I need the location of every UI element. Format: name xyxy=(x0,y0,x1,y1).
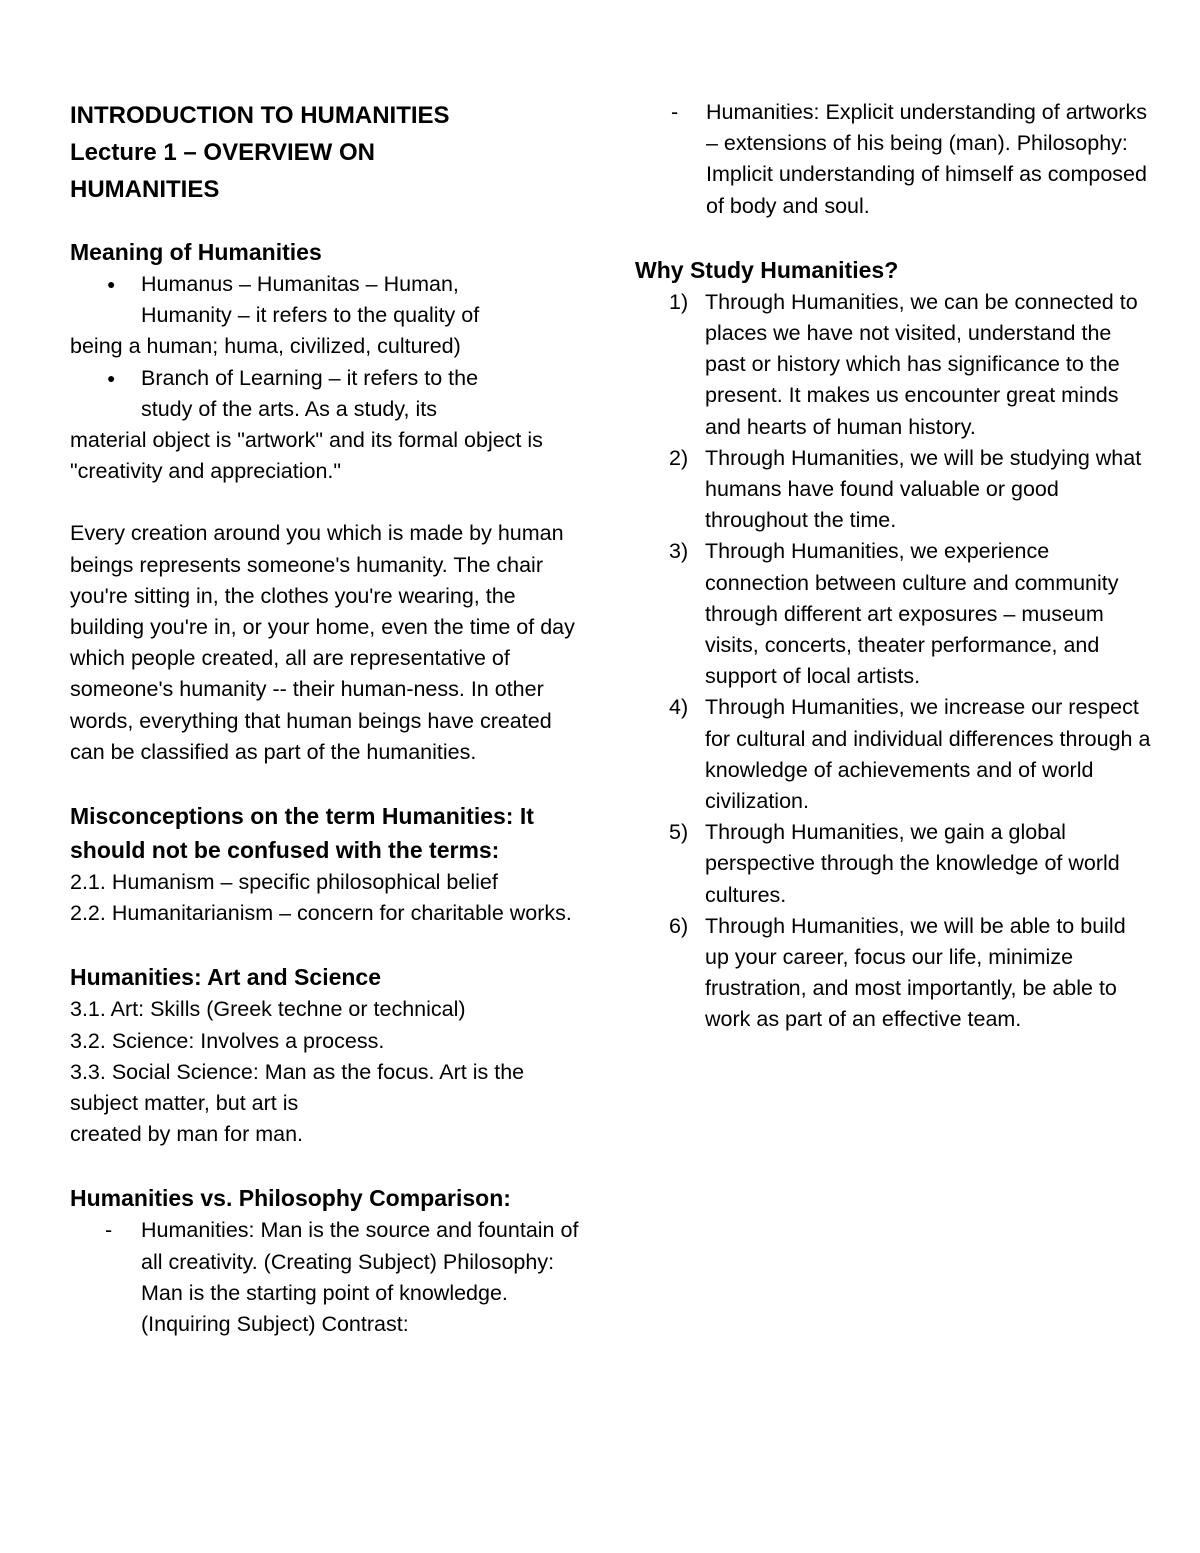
art-science-heading: Humanities: Art and Science xyxy=(70,964,382,991)
document-title xyxy=(70,97,580,208)
why-item-2: 2) Through Humanities, we will be studying what humans have found valuable or good throughout the time. xyxy=(669,445,1142,533)
why-item-3: 3) Through Humanities, we experience connection between culture and community through different art exposures – museum visits, concerts, theater performance, and support of local artists. xyxy=(669,539,1119,689)
title-line-1: INTRODUCTION TO HUMANITIES xyxy=(70,102,450,129)
why-heading: Why Study Humanities? xyxy=(635,256,899,283)
meaning-bullet-2: ● Branch of Learning – it refers to the study of the arts. As a study, its material object is "artwork" and its formal object is "creativity and appreciation." xyxy=(70,363,580,488)
bullet-dot-icon: ● xyxy=(107,276,116,292)
dash-marker: - xyxy=(671,100,679,124)
why-item-1: 1) Through Humanities, we can be connected to places we have not visited, understand the past or history which has significance to the present. It makes us encounter great minds and hearts of human history. xyxy=(669,289,1138,439)
title-line-3: HUMANITIES xyxy=(70,176,220,203)
why-item-6: 6) Through Humanities, we will be able to build up your career, focus our life, minimize frustration, and most importantly, be able to work as part of an effective team. xyxy=(669,913,1126,1032)
right-column xyxy=(635,97,1155,1036)
art-science-item-3: 3.3. Social Science: Man as the focus. Art is the subject matter, but art is xyxy=(70,1059,525,1116)
art-science-item-4: created by man for man. xyxy=(70,1122,304,1147)
meaning-bullet-1: ● Humanus – Humanitas – Human, Humanity – it refers to the quality of being a human; huma, civilized, cultured) xyxy=(70,269,580,363)
left-column xyxy=(70,97,580,1340)
art-science-item-1: 3.1. Art: Skills (Greek techne or technical) xyxy=(70,997,466,1022)
comparison-item-2: - Humanities: Explicit understanding of artworks – extensions of his being (man). Philosophy: Implicit understanding of himself as composed of body and soul. xyxy=(635,97,1155,222)
why-item-4: 4) Through Humanities, we increase our respect for cultural and individual differences through a knowledge of achievements and of world civilization. xyxy=(669,695,1151,814)
misconceptions-heading: Misconceptions on the term Humanities: It should not be confused with the terms: xyxy=(70,803,534,864)
misconception-item-1: 2.1. Humanism – specific philosophical belief xyxy=(70,870,498,895)
title-line-2: Lecture 1 – OVERVIEW ON xyxy=(70,139,375,166)
humanity-paragraph: Every creation around you which is made by human beings represents someone's humanity. The chair you're sitting in, the clothes you're wearing, the building you're in, or your home, even the time of day which people created, all are representative of someone's humanity -- their human-ness. In other words, everything that human beings have created can be classified as part of the humanities. xyxy=(70,521,575,764)
comparison-item-1: - Humanities: Man is the source and fountain of all creativity. (Creating Subject) Philosophy: Man is the starting point of knowledge. (Inquiring Subject) Contrast: xyxy=(70,1215,580,1340)
why-list xyxy=(635,287,1155,1036)
why-item-5: 5) Through Humanities, we gain a global perspective through the knowledge of world cultures. xyxy=(669,820,1120,907)
meaning-heading: Meaning of Humanities xyxy=(70,239,322,265)
bullet-dot-icon: ● xyxy=(107,369,116,386)
dash-marker: - xyxy=(105,1218,113,1243)
misconception-item-2: 2.2. Humanitarianism – concern for charitable works. xyxy=(70,901,572,926)
art-science-item-2: 3.2. Science: Involves a process. xyxy=(70,1028,385,1053)
comparison-heading: Humanities vs. Philosophy Comparison: xyxy=(70,1185,511,1212)
